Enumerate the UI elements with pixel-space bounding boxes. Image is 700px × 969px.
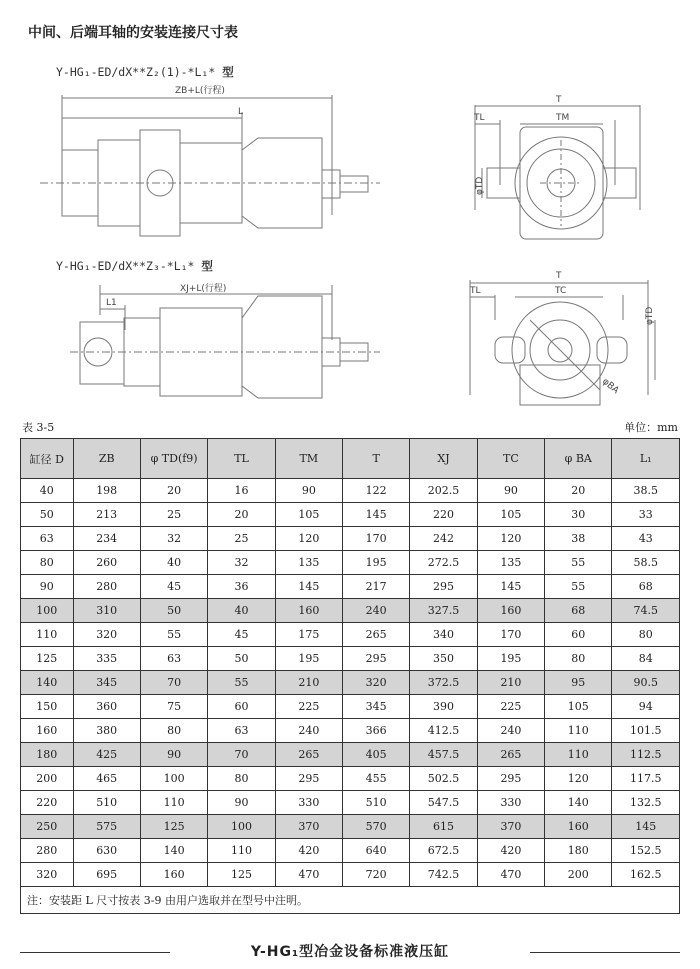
table-cell: 240 — [343, 599, 410, 623]
table-cell: 162.5 — [612, 863, 680, 887]
table-cell: 570 — [343, 815, 410, 839]
table-note: 注：安装距 L 尺寸按表 3-9 由用户选取并在型号中注明。 — [21, 887, 680, 914]
table-note-row — [21, 887, 680, 914]
table-cell: 80 — [140, 719, 208, 743]
table-cell: 145 — [477, 575, 544, 599]
table-cell: 50 — [208, 647, 275, 671]
dim-tc: TC — [555, 286, 567, 296]
table-cell: 217 — [343, 575, 410, 599]
table-cell: 95 — [545, 671, 612, 695]
table-cell: 405 — [343, 743, 410, 767]
table-cell: 63 — [140, 647, 208, 671]
table-cell: 160 — [21, 719, 74, 743]
spec-table — [20, 438, 680, 914]
table-cell: 502.5 — [410, 767, 477, 791]
table-cell: 120 — [275, 527, 342, 551]
table-cell: 265 — [275, 743, 342, 767]
table-cell: 117.5 — [612, 767, 680, 791]
header-cell: φ BA — [545, 439, 612, 479]
header-cell: TL — [208, 439, 275, 479]
table-cell: 320 — [21, 863, 74, 887]
dim-tl-1: TL — [474, 113, 485, 123]
table-cell: 265 — [343, 623, 410, 647]
table-cell: 465 — [73, 767, 140, 791]
footer-title-text: Y-HG₁型冶金设备标准液压缸 — [243, 944, 457, 960]
table-cell: 105 — [477, 503, 544, 527]
table-cell: 16 — [208, 479, 275, 503]
table-cell: 202.5 — [410, 479, 477, 503]
table-cell: 33 — [612, 503, 680, 527]
table-cell: 200 — [21, 767, 74, 791]
table-cell: 55 — [140, 623, 208, 647]
table-cell: 84 — [612, 647, 680, 671]
table-cell: 100 — [208, 815, 275, 839]
table-cell: 350 — [410, 647, 477, 671]
header-cell: 缸径 D — [21, 439, 74, 479]
table-cell: 80 — [21, 551, 74, 575]
table-cell: 220 — [21, 791, 74, 815]
table-cell: 20 — [545, 479, 612, 503]
table-cell: 132.5 — [612, 791, 680, 815]
table-cell: 110 — [545, 719, 612, 743]
header-cell: L₁ — [612, 439, 680, 479]
table-cell: 470 — [275, 863, 342, 887]
table-cell: 695 — [73, 863, 140, 887]
unit-label: 单位：mm — [624, 421, 678, 434]
table-cell: 40 — [21, 479, 74, 503]
model-code-2-suffix: 型 — [201, 259, 213, 273]
table-cell: 120 — [545, 767, 612, 791]
table-cell: 75 — [140, 695, 208, 719]
table-cell: 210 — [275, 671, 342, 695]
table-cell: 510 — [343, 791, 410, 815]
table-row — [21, 791, 680, 815]
table-cell: 234 — [73, 527, 140, 551]
header-cell: T — [343, 439, 410, 479]
table-cell: 70 — [140, 671, 208, 695]
table-cell: 457.5 — [410, 743, 477, 767]
table-cell: 100 — [140, 767, 208, 791]
table-cell: 55 — [545, 575, 612, 599]
drawings — [0, 0, 700, 420]
table-row — [21, 863, 680, 887]
table-cell: 145 — [343, 503, 410, 527]
table-cell: 110 — [545, 743, 612, 767]
header-cell: TC — [477, 439, 544, 479]
table-cell: 90 — [140, 743, 208, 767]
table-cell: 50 — [140, 599, 208, 623]
table-row — [21, 719, 680, 743]
footer-title — [0, 941, 700, 961]
table-cell: 100 — [21, 599, 74, 623]
table-cell: 63 — [208, 719, 275, 743]
table-cell: 195 — [477, 647, 544, 671]
table-cell: 90 — [477, 479, 544, 503]
table-cell: 101.5 — [612, 719, 680, 743]
table-cell: 90 — [21, 575, 74, 599]
table-cell: 280 — [73, 575, 140, 599]
table-cell: 470 — [477, 863, 544, 887]
table-row — [21, 767, 680, 791]
table-cell: 345 — [73, 671, 140, 695]
table-cell: 272.5 — [410, 551, 477, 575]
page-title: 中间、后端耳轴的安装连接尺寸表 — [28, 25, 238, 41]
table-cell: 335 — [73, 647, 140, 671]
table-cell: 366 — [343, 719, 410, 743]
table-cell: 74.5 — [612, 599, 680, 623]
table-cell: 180 — [545, 839, 612, 863]
table-cell: 32 — [140, 527, 208, 551]
table-cell: 125 — [208, 863, 275, 887]
table-cell: 225 — [275, 695, 342, 719]
table-row — [21, 599, 680, 623]
table-cell: 160 — [140, 863, 208, 887]
dim-tl-2: TL — [470, 286, 481, 296]
table-cell: 20 — [208, 503, 275, 527]
table-cell: 63 — [21, 527, 74, 551]
table-cell: 70 — [208, 743, 275, 767]
table-cell: 370 — [477, 815, 544, 839]
table-cell: 80 — [545, 647, 612, 671]
table-cell: 170 — [477, 623, 544, 647]
header-cell: ZB — [73, 439, 140, 479]
table-cell: 68 — [612, 575, 680, 599]
table-cell: 420 — [275, 839, 342, 863]
table-cell: 32 — [208, 551, 275, 575]
header-cell: TM — [275, 439, 342, 479]
table-row — [21, 839, 680, 863]
table-cell: 25 — [140, 503, 208, 527]
table-cell: 60 — [545, 623, 612, 647]
table-cell: 80 — [612, 623, 680, 647]
table-cell: 250 — [21, 815, 74, 839]
table-cell: 120 — [477, 527, 544, 551]
table-cell: 330 — [275, 791, 342, 815]
table-cell: 370 — [275, 815, 342, 839]
table-cell: 175 — [275, 623, 342, 647]
table-cell: 295 — [477, 767, 544, 791]
table-row — [21, 551, 680, 575]
table-cell: 20 — [140, 479, 208, 503]
table-cell: 372.5 — [410, 671, 477, 695]
table-cell: 135 — [275, 551, 342, 575]
table-cell: 242 — [410, 527, 477, 551]
table-cell: 145 — [275, 575, 342, 599]
table-cell: 615 — [410, 815, 477, 839]
table-row — [21, 647, 680, 671]
table-cell: 110 — [208, 839, 275, 863]
header-cell: XJ — [410, 439, 477, 479]
table-row — [21, 743, 680, 767]
table-cell: 295 — [343, 647, 410, 671]
table-cell: 265 — [477, 743, 544, 767]
table-cell: 310 — [73, 599, 140, 623]
cylinder-end-view-2 — [470, 280, 655, 405]
table-cell: 170 — [343, 527, 410, 551]
table-cell: 280 — [21, 839, 74, 863]
table-cell: 195 — [275, 647, 342, 671]
table-cell: 640 — [343, 839, 410, 863]
table-cell: 94 — [612, 695, 680, 719]
table-cell: 240 — [477, 719, 544, 743]
table-cell: 320 — [73, 623, 140, 647]
table-cell: 213 — [73, 503, 140, 527]
table-cell: 180 — [21, 743, 74, 767]
table-row — [21, 695, 680, 719]
table-cell: 152.5 — [612, 839, 680, 863]
table-cell: 672.5 — [410, 839, 477, 863]
dim-l: L — [238, 107, 244, 117]
table-cell: 38 — [545, 527, 612, 551]
table-cell: 110 — [21, 623, 74, 647]
table-cell: 112.5 — [612, 743, 680, 767]
dim-xj-l: XJ+L(行程) — [180, 284, 227, 294]
table-cell: 90 — [208, 791, 275, 815]
table-cell: 327.5 — [410, 599, 477, 623]
table-cell: 105 — [545, 695, 612, 719]
table-cell: 295 — [275, 767, 342, 791]
table-header-row — [21, 439, 680, 479]
table-cell: 160 — [477, 599, 544, 623]
table-cell: 160 — [545, 815, 612, 839]
table-cell: 220 — [410, 503, 477, 527]
table-cell: 68 — [545, 599, 612, 623]
table-cell: 30 — [545, 503, 612, 527]
dim-td-2: φTD — [645, 306, 655, 325]
table-cell: 720 — [343, 863, 410, 887]
table-cell: 390 — [410, 695, 477, 719]
table-cell: 330 — [477, 791, 544, 815]
table-cell: 547.5 — [410, 791, 477, 815]
table-cell: 140 — [545, 791, 612, 815]
table-cell: 150 — [21, 695, 74, 719]
table-cell: 122 — [343, 479, 410, 503]
table-cell: 105 — [275, 503, 342, 527]
table-row — [21, 503, 680, 527]
table-body — [21, 479, 680, 887]
table-cell: 140 — [140, 839, 208, 863]
table-cell: 45 — [140, 575, 208, 599]
table-cell: 45 — [208, 623, 275, 647]
table-cell: 742.5 — [410, 863, 477, 887]
table-cell: 60 — [208, 695, 275, 719]
table-cell: 38.5 — [612, 479, 680, 503]
model-code-1-suffix: 型 — [222, 65, 234, 79]
table-cell: 140 — [21, 671, 74, 695]
table-cell: 43 — [612, 527, 680, 551]
table-cell: 345 — [343, 695, 410, 719]
dim-t-1: T — [556, 95, 562, 105]
table-cell: 125 — [21, 647, 74, 671]
table-cell: 210 — [477, 671, 544, 695]
table-cell: 630 — [73, 839, 140, 863]
cylinder-side-view-1 — [40, 95, 380, 236]
table-cell: 58.5 — [612, 551, 680, 575]
table-cell: 360 — [73, 695, 140, 719]
table-cell: 225 — [477, 695, 544, 719]
header-cell: φ TD(f9) — [140, 439, 208, 479]
dim-t-2: T — [556, 271, 562, 281]
table-row — [21, 623, 680, 647]
cylinder-end-view-1 — [475, 105, 640, 239]
table-cell: 25 — [208, 527, 275, 551]
table-cell: 295 — [410, 575, 477, 599]
dim-zb-l: ZB+L(行程) — [175, 86, 225, 96]
table-row — [21, 479, 680, 503]
dim-l1: L1 — [106, 298, 117, 308]
table-cell: 50 — [21, 503, 74, 527]
table-cell: 455 — [343, 767, 410, 791]
dim-td-1: φTD — [475, 176, 485, 195]
dim-tm: TM — [556, 113, 570, 123]
table-cell: 135 — [477, 551, 544, 575]
table-cell: 40 — [208, 599, 275, 623]
table-cell: 125 — [140, 815, 208, 839]
table-cell: 340 — [410, 623, 477, 647]
model-code-1-text: Y-HG₁-ED/dX**Z₂(1)-*L₁* — [56, 65, 216, 79]
table-cell: 90 — [275, 479, 342, 503]
table-cell: 510 — [73, 791, 140, 815]
table-cell: 198 — [73, 479, 140, 503]
table-row — [21, 527, 680, 551]
table-row — [21, 575, 680, 599]
table-cell: 110 — [140, 791, 208, 815]
table-cell: 55 — [208, 671, 275, 695]
table-cell: 55 — [545, 551, 612, 575]
dim-ba: φBA — [600, 376, 621, 397]
table-cell: 380 — [73, 719, 140, 743]
table-cell: 320 — [343, 671, 410, 695]
model-code-2-text: Y-HG₁-ED/dX**Z₃-*L₁* — [56, 259, 195, 273]
table-row — [21, 815, 680, 839]
table-cell: 195 — [343, 551, 410, 575]
table-row — [21, 671, 680, 695]
table-cell: 80 — [208, 767, 275, 791]
table-cell: 160 — [275, 599, 342, 623]
table-cell: 240 — [275, 719, 342, 743]
table-cell: 40 — [140, 551, 208, 575]
table-label: 表 3-5 — [22, 421, 55, 434]
table-cell: 260 — [73, 551, 140, 575]
table-cell: 36 — [208, 575, 275, 599]
table-cell: 200 — [545, 863, 612, 887]
table-cell: 425 — [73, 743, 140, 767]
table-cell: 575 — [73, 815, 140, 839]
table-cell: 412.5 — [410, 719, 477, 743]
table-cell: 145 — [612, 815, 680, 839]
table-cell: 90.5 — [612, 671, 680, 695]
table-cell: 420 — [477, 839, 544, 863]
